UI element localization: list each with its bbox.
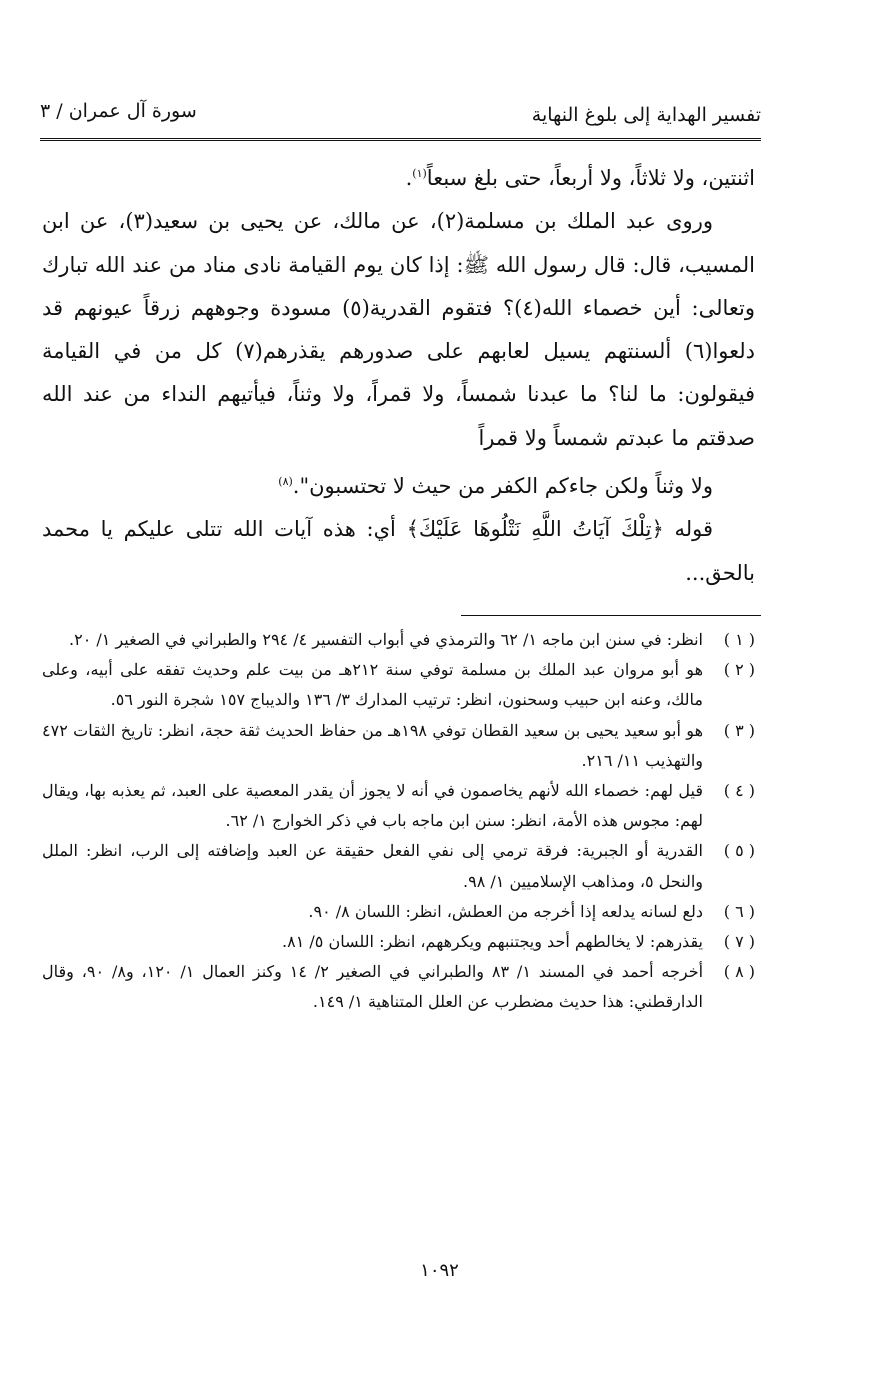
footnote (42, 625, 755, 655)
footnote-text: هو أبو سعيد يحيى بن سعيد القطان توفي ١٩٨هـ من حفاظ الحديث ثقة حجة، انظر: تاريخ الثقات ٤٧٢ والتهذيب ١١/ ٢١٦. (42, 720, 704, 770)
footnote-text: قيل لهم: خصماء الله لأنهم يخاصمون في أنه لا يجوز أن يقدر المعصية على العبد، ثم يعذبه بها، ويقال لهم: مجوس هذه الأمة، انظر: سنن ابن ماجه باب في ذكر الخوارج ١/ ٦٢. (42, 781, 703, 831)
footnote-number: ( ٦ ) (723, 901, 755, 921)
footnote-ref: (١) (412, 167, 427, 180)
footnote-ref: (٨) (278, 475, 293, 489)
footnote-number: ( ٣ ) (723, 720, 755, 740)
footnote-text: القدرية أو الجبرية: فرقة ترمي إلى نفي الفعل حقيقة عن العبد وإضافته إلى الرب، انظر: الملل والنحل ٥، ومذاهب الإسلاميين ١/ ٩٨. (42, 841, 703, 891)
footnote-number: ( ٢ ) (723, 660, 755, 680)
footnote-number: ( ٨ ) (723, 962, 755, 982)
footnote-text: انظر: في سنن ابن ماجه ١/ ٦٢ والترمذي في أبواب التفسير ٤/ ٢٩٤ والطبراني في الصغير ١/ ٢٠. (69, 630, 703, 649)
footnote (42, 836, 755, 896)
footnote-number: ( ٤ ) (723, 781, 755, 801)
paragraph-2: وروى عبد الملك بن مسلمة(٢)، عن مالك، عن يحيى بن سعيد(٣)، عن ابن المسيب، قال: قال رسول الله ﷺ: إذا كان يوم القيامة نادى مناد من عند الله تبارك وتعالى: أين خصماء الله(٤)؟ فتقوم القدرية(٥) مسودة وجوههم زرقاً عيونهم قد دلعوا(٦) ألسنتهم يسيل لعابهم على صدورهم يقذرهم(٧) كل من في القيامة فيقولون: ما لنا؟ ما عبدنا شمساً، ولا قمراً، ولا وثناً، فيأتيهم النداء من عند الله صدقتم ما عبدتم شمساً ولا قمراً (42, 209, 756, 450)
running-header (40, 98, 761, 141)
footnote (42, 655, 755, 715)
footnote-number: ( ٧ ) (723, 932, 755, 952)
footnote-separator (461, 615, 761, 616)
book-title: تفسير الهداية إلى بلوغ النهاية (531, 104, 761, 126)
footnote (42, 716, 755, 776)
footnote-text: يقذرهم: لا يخالطهم أحد ويجتنبهم ويكرههم، انظر: اللسان ٥/ ٨١. (282, 932, 703, 952)
footnote (42, 776, 755, 836)
page-number: ١٠٩٢ (420, 1260, 459, 1281)
paragraph-3: ولا وثناً ولكن جاءكم الكفر من حيث لا تحتسبون".$^{(٨)}$ (278, 474, 713, 499)
footnote-number: ( ٥ ) (723, 841, 755, 861)
footnote-text: هو أبو مروان عبد الملك بن مسلمة توفي سنة ٢١٢هـ من بيت علم وحديث تفقه على أبيه، وعلى مالك، وعنه ابن حبيب وسحنون، انظر: ترتيب المدارك ٣/ ١٣٦ والديباج ١٥٧ شجرة النور ٥٦. (42, 660, 704, 710)
footnotes (42, 625, 755, 1018)
surah-label: سورة آل عمران / ٣ (40, 100, 197, 122)
footnote (42, 957, 755, 1017)
main-text (42, 152, 755, 595)
footnote (42, 927, 755, 957)
footnote-text: أخرجه أحمد في المسند ١/ ٨٣ والطبراني في الصغير ٢/ ١٤ وكنز العمال ١/ ١٢٠، و٨/ ٩٠، وقال الدارقطني: هذا حديث مضطرب عن العلل المتناهية ١/ ١٤٩. (42, 962, 704, 1012)
paragraph-1: اثنتين، ولا ثلاثاً، ولا أربعاً، حتى بلغ سبعاً$^{(١)}$. (405, 166, 755, 190)
footnote-number: ( ١ ) (723, 630, 755, 649)
footnote (42, 897, 755, 927)
footnote-text: دلع لسانه يدلعه إذا أخرجه من العطش، انظر: اللسان ٨/ ٩٠. (308, 901, 703, 921)
paragraph-4: قوله ﴿تِلْكَ آيَاتُ اللَّهِ نَتْلُوهَا عَلَيْكَ﴾ أي: هذه آيات الله تتلى عليكم يا محمد بالحق... (42, 517, 755, 585)
